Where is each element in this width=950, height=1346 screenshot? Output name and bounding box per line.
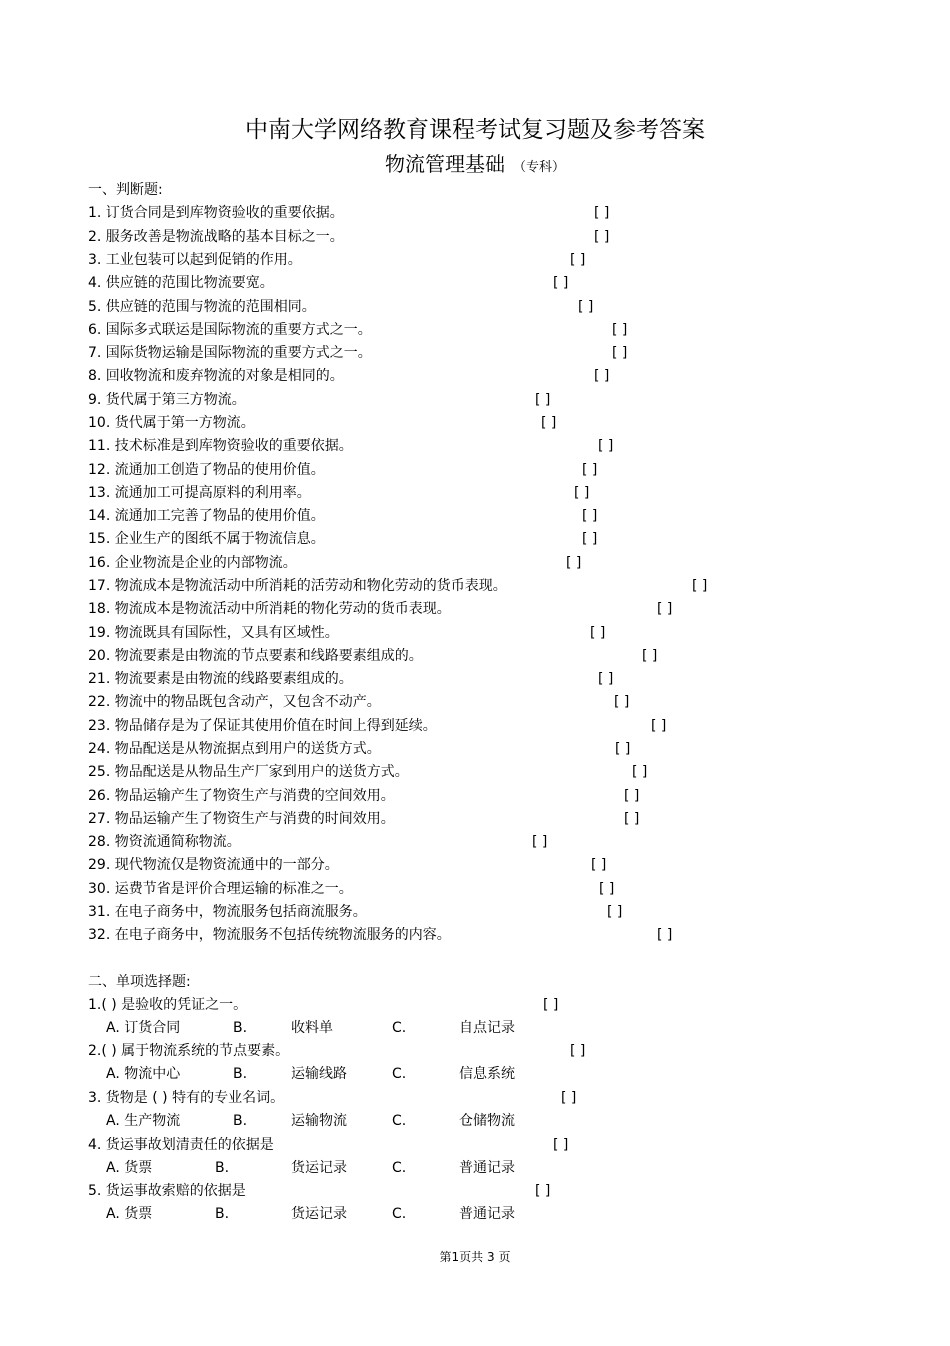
option-b: 收料单 bbox=[291, 1020, 333, 1036]
judgment-question-text: 14. 流通加工完善了物品的使用价值。 bbox=[88, 508, 325, 524]
answer-bracket: [ ] bbox=[590, 625, 606, 641]
judgment-question-text: 28. 物资流通简称物流。 bbox=[88, 834, 241, 850]
option-b-label: B. bbox=[233, 1066, 248, 1082]
answer-bracket: [ ] bbox=[543, 997, 559, 1013]
answer-bracket: [ ] bbox=[532, 834, 548, 850]
option-b: 运输物流 bbox=[291, 1113, 347, 1129]
answer-bracket: [ ] bbox=[632, 764, 648, 780]
option-c: 普通记录 bbox=[459, 1160, 515, 1176]
option-b: 货运记录 bbox=[291, 1160, 347, 1176]
judgment-question-text: 3. 工业包装可以起到促销的作用。 bbox=[88, 252, 302, 268]
answer-bracket: [ ] bbox=[612, 322, 628, 338]
judgment-question-text: 13. 流通加工可提高原料的利用率。 bbox=[88, 485, 311, 501]
judgment-question-text: 19. 物流既具有国际性，又具有区域性。 bbox=[88, 625, 339, 641]
answer-bracket: [ ] bbox=[614, 694, 630, 710]
judgment-question-text: 10. 货代属于第一方物流。 bbox=[88, 415, 255, 431]
answer-bracket: [ ] bbox=[651, 718, 667, 734]
answer-bracket: [ ] bbox=[615, 741, 631, 757]
answer-bracket: [ ] bbox=[535, 392, 551, 408]
option-a: A. 生产物流 bbox=[106, 1113, 181, 1129]
judgment-question-text: 17. 物流成本是物流活动中所消耗的活劳动和物化劳动的货币表现。 bbox=[88, 578, 507, 594]
judgment-question-text: 26. 物品运输产生了物资生产与消费的空间效用。 bbox=[88, 788, 395, 804]
answer-bracket: [ ] bbox=[599, 881, 615, 897]
option-a: A. 物流中心 bbox=[106, 1066, 181, 1082]
answer-bracket: [ ] bbox=[535, 1183, 551, 1199]
choice-question-stem: 2.( ) 属于物流系统的节点要素。 bbox=[88, 1043, 290, 1059]
judgment-question-text: 18. 物流成本是物流活动中所消耗的物化劳动的货币表现。 bbox=[88, 601, 451, 617]
answer-bracket: [ ] bbox=[553, 1137, 569, 1153]
page-footer: 第1页共 3 页 bbox=[439, 1250, 511, 1264]
judgment-question-text: 11. 技术标准是到库物资验收的重要依据。 bbox=[88, 438, 353, 454]
judgment-question-text: 2. 服务改善是物流战略的基本目标之一。 bbox=[88, 229, 344, 245]
judgment-question-text: 21. 物流要素是由物流的线路要素组成的。 bbox=[88, 671, 353, 687]
option-b: 货运记录 bbox=[291, 1206, 347, 1222]
judgment-question-text: 23. 物品储存是为了保证其使用价值在时间上得到延续。 bbox=[88, 718, 437, 734]
option-c: 仓储物流 bbox=[459, 1113, 515, 1129]
answer-bracket: [ ] bbox=[578, 299, 594, 315]
judgment-question-text: 8. 回收物流和废弃物流的对象是相同的。 bbox=[88, 368, 344, 384]
option-b-label: B. bbox=[233, 1020, 248, 1036]
judgment-question-text: 6. 国际多式联运是国际物流的重要方式之一。 bbox=[88, 322, 372, 338]
judgment-question-text: 22. 物流中的物品既包含动产，又包含不动产。 bbox=[88, 694, 381, 710]
choice-question-stem: 5. 货运事故索赔的依据是 bbox=[88, 1183, 246, 1199]
answer-bracket: [ ] bbox=[566, 555, 582, 571]
course-level: （专科） bbox=[512, 160, 565, 175]
option-c: 自点记录 bbox=[459, 1020, 515, 1036]
choice-question-stem: 4. 货运事故划清责任的依据是 bbox=[88, 1137, 274, 1153]
judgment-question-text: 15. 企业生产的图纸不属于物流信息。 bbox=[88, 531, 325, 547]
judgment-question-text: 4. 供应链的范围比物流要宽。 bbox=[88, 275, 274, 291]
answer-bracket: [ ] bbox=[598, 438, 614, 454]
judgment-question-text: 20. 物流要素是由物流的节点要素和线路要素组成的。 bbox=[88, 648, 423, 664]
answer-bracket: [ ] bbox=[561, 1090, 577, 1106]
judgment-question-text: 24. 物品配送是从物流据点到用户的送货方式。 bbox=[88, 741, 381, 757]
option-c-label: C. bbox=[392, 1206, 407, 1222]
option-c-label: C. bbox=[392, 1020, 407, 1036]
judgment-question-text: 7. 国际货物运输是国际物流的重要方式之一。 bbox=[88, 345, 372, 361]
answer-bracket: [ ] bbox=[591, 857, 607, 873]
option-a: A. 订货合同 bbox=[106, 1020, 181, 1036]
answer-bracket: [ ] bbox=[582, 531, 598, 547]
option-a: A. 货票 bbox=[106, 1206, 153, 1222]
answer-bracket: [ ] bbox=[607, 904, 623, 920]
answer-bracket: [ ] bbox=[541, 415, 557, 431]
judgment-question-text: 32. 在电子商务中，物流服务不包括传统物流服务的内容。 bbox=[88, 927, 451, 943]
answer-bracket: [ ] bbox=[594, 368, 610, 384]
document-title: 中南大学网络教育课程考试复习题及参考答案 bbox=[245, 117, 705, 143]
answer-bracket: [ ] bbox=[657, 927, 673, 943]
judgment-question-text: 29. 现代物流仅是物资流通中的一部分。 bbox=[88, 857, 339, 873]
answer-bracket: [ ] bbox=[594, 205, 610, 221]
judgment-question-text: 12. 流通加工创造了物品的使用价值。 bbox=[88, 462, 325, 478]
answer-bracket: [ ] bbox=[642, 648, 658, 664]
answer-bracket: [ ] bbox=[553, 275, 569, 291]
answer-bracket: [ ] bbox=[692, 578, 708, 594]
answer-bracket: [ ] bbox=[612, 345, 628, 361]
answer-bracket: [ ] bbox=[624, 788, 640, 804]
course-name: 物流管理基础 bbox=[384, 152, 505, 176]
option-b-label: B. bbox=[215, 1160, 230, 1176]
judgment-question-text: 16. 企业物流是企业的内部物流。 bbox=[88, 555, 297, 571]
answer-bracket: [ ] bbox=[582, 508, 598, 524]
option-b-label: B. bbox=[215, 1206, 230, 1222]
section-heading-judgment: 一、判断题: bbox=[88, 182, 163, 198]
answer-bracket: [ ] bbox=[570, 252, 586, 268]
option-b-label: B. bbox=[233, 1113, 248, 1129]
option-c-label: C. bbox=[392, 1160, 407, 1176]
subtitle-line bbox=[0, 154, 950, 174]
judgment-question-text: 31. 在电子商务中，物流服务包括商流服务。 bbox=[88, 904, 367, 920]
answer-bracket: [ ] bbox=[570, 1043, 586, 1059]
answer-bracket: [ ] bbox=[582, 462, 598, 478]
answer-bracket: [ ] bbox=[657, 601, 673, 617]
judgment-question-text: 30. 运费节省是评价合理运输的标准之一。 bbox=[88, 881, 353, 897]
section-heading-single-choice: 二、单项选择题: bbox=[88, 974, 191, 990]
option-a: A. 货票 bbox=[106, 1160, 153, 1176]
option-c-label: C. bbox=[392, 1113, 407, 1129]
option-c: 普通记录 bbox=[459, 1206, 515, 1222]
option-c: 信息系统 bbox=[459, 1066, 515, 1082]
option-c-label: C. bbox=[392, 1066, 407, 1082]
choice-question-stem: 1.( ) 是验收的凭证之一。 bbox=[88, 997, 248, 1013]
judgment-question-text: 27. 物品运输产生了物资生产与消费的时间效用。 bbox=[88, 811, 395, 827]
answer-bracket: [ ] bbox=[598, 671, 614, 687]
answer-bracket: [ ] bbox=[574, 485, 590, 501]
judgment-question-text: 1. 订货合同是到库物资验收的重要依据。 bbox=[88, 205, 344, 221]
judgment-question-text: 5. 供应链的范围与物流的范围相同。 bbox=[88, 299, 316, 315]
judgment-question-text: 25. 物品配送是从物品生产厂家到用户的送货方式。 bbox=[88, 764, 409, 780]
answer-bracket: [ ] bbox=[594, 229, 610, 245]
choice-question-stem: 3. 货物是 ( ) 特有的专业名词。 bbox=[88, 1090, 285, 1106]
option-b: 运输线路 bbox=[291, 1066, 347, 1082]
answer-bracket: [ ] bbox=[624, 811, 640, 827]
judgment-question-text: 9. 货代属于第三方物流。 bbox=[88, 392, 246, 408]
